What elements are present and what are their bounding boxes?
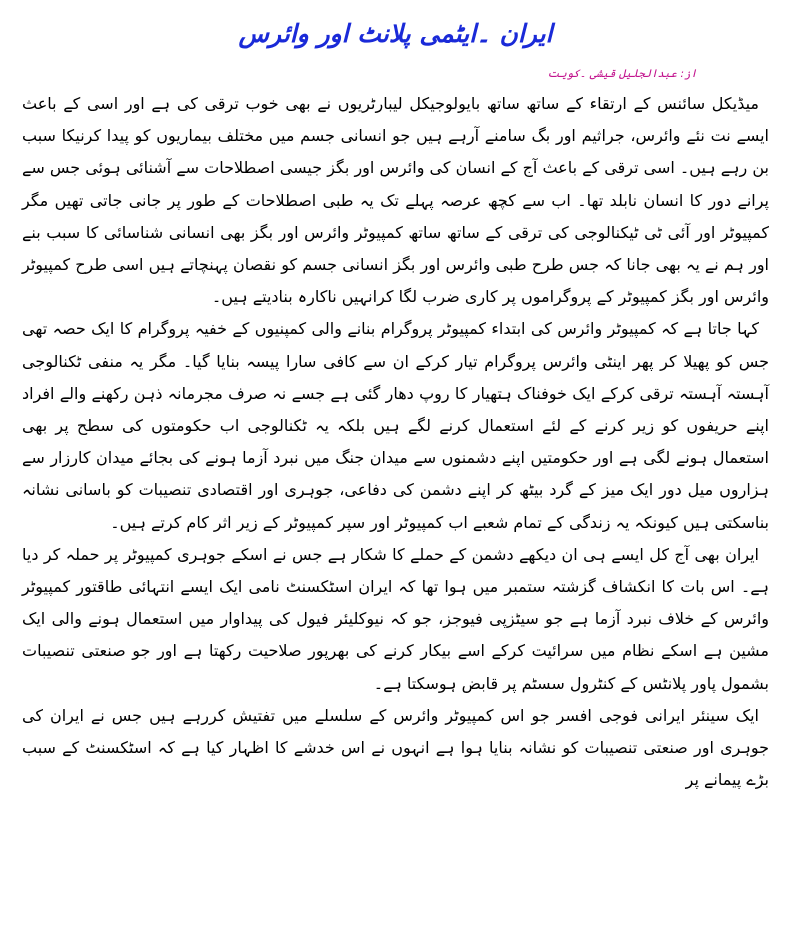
paragraph-2: کہا جاتا ہے کہ کمپیوٹر وائرس کی ابتداء کمپیوٹر پروگرام بنانے والی کمپنیوں کے خفیہ پروگرام کا ایک حصہ تھی جس کو پھیلا کر پھر اینٹی وائرس پروگرام تیار کرکے ان سے کافی سارا پیسہ بنایا گیا۔ مگر یہ منفی ٹکنالوجی آہستہ آہستہ ترقی کرکے ایک خوفناک ہتھیار کا روپ دھار گئی ہے جسے نہ صرف مجرمانہ ذہن رکھنے والے افراد اپنے حریفوں کو زیر کرنے کے لئے استعمال کرنے لگے ہیں بلکہ یہ ٹکنالوجی اب حکومتوں کی سطح پر بھی استعمال ہونے لگی ہے اور حکومتیں اپنے دشمنوں سے میدان جنگ میں نبرد آزما ہونے کی بجائے میدان کارزار سے ہزاروں میل دور ایک میز کے گرد بیٹھ کر اپنے دشمن کی دفاعی، جوہری اور اقتصادی تنصیبات کو باسانی نشانہ بناسکتی ہیں کیونکہ یہ زندگی کے تمام شعبے اب کمپیوٹر اور سپر کمپیوٹر کے زیر اثر کام کرتے ہیں۔ (22, 319, 769, 532)
article-byline: از: عبدالجلیل قیشی ۔کویت (547, 67, 697, 80)
paragraph-4: ایک سینئر ایرانی فوجی افسر جو اس کمپیوٹر وائرس کے سلسلے میں تفتیش کررہے ہیں جس نے ایران کی جوہری اور صنعتی تنصیبات کو نشانہ بنایا ہوا ہے انہوں نے اس خدشے کا اظہار کیا ہے کہ اسٹکسنٹ کے سبب بڑے پیمانے پر (22, 705, 769, 790)
paragraph-3: ایران بھی آج کل ایسے ہی ان دیکھے دشمن کے حملے کا شکار ہے جس نے اسکے جوہری کمپیوٹر پر حملہ کر دیا ہے۔ اس بات کا انکشاف گزشتہ ستمبر میں ہوا تھا کہ ایران اسٹکسنٹ نامی ایک ایسے انتہائی طاقتور کمپیوٹر وائرس کے خلاف نبرد آزما ہے جو سیٹزپی فیوجز، جو کہ نیوکلیئر فیول کی پیداوار میں استعمال ہونے والی ایک مشین ہے اسکے نظام میں سرائیت کرکے اسے بیکار کرنے کی بھرپور صلاحیت رکھتا ہے اور جو صنعتی تنصیبات بشمول پاور پلانٹس کے کنٹرول سسٹم پر قابض ہوسکتا ہے۔ (22, 544, 769, 693)
paragraph-1: میڈیکل سائنس کے ارتقاء کے ساتھ ساتھ بایولوجیکل لیبارٹریوں نے بھی خوب ترقی کی ہے اور اسی کے باعث ایسے نت نئے وائرس، جراثیم اور بگ سامنے آرہے ہیں جو انسانی جسم میں مختلف بیماریوں کو پیدا کرنیکا سبب بن رہے ہیں۔ اسی ترقی کے باعث آج کے انسان کی وائرس اور بگز جیسی اصطلاحات سے آشنائی ہوئی جس سے پرانے دور کا انسان نابلد تھا۔ اب سے کچھ عرصہ پہلے تک یہ طبی اصطلاحات کے طور پر جانی جاتی تھیں مگر کمپیوٹر اور آئی ٹی ٹیکنالوجی کی ترقی کے ساتھ ساتھ کمپیوٹر وائرس اور بگز بھی انسانی شناسائی کا سبب بنے اور ہم نے یہ بھی جانا کہ جس طرح طبی وائرس اور بگز انسانی جسم کو نقصان پہنچاتے ہیں اسی طرح کمپیوٹر وائرس اور بگز کمپیوٹر کے پروگراموں پر کاری ضرب لگا کرانہیں ناکارہ بنادیتے ہیں۔ (22, 94, 769, 307)
article-title: ایران ۔ایٹمی پلانٹ اور وائرس (238, 19, 553, 48)
article-body (22, 88, 769, 796)
